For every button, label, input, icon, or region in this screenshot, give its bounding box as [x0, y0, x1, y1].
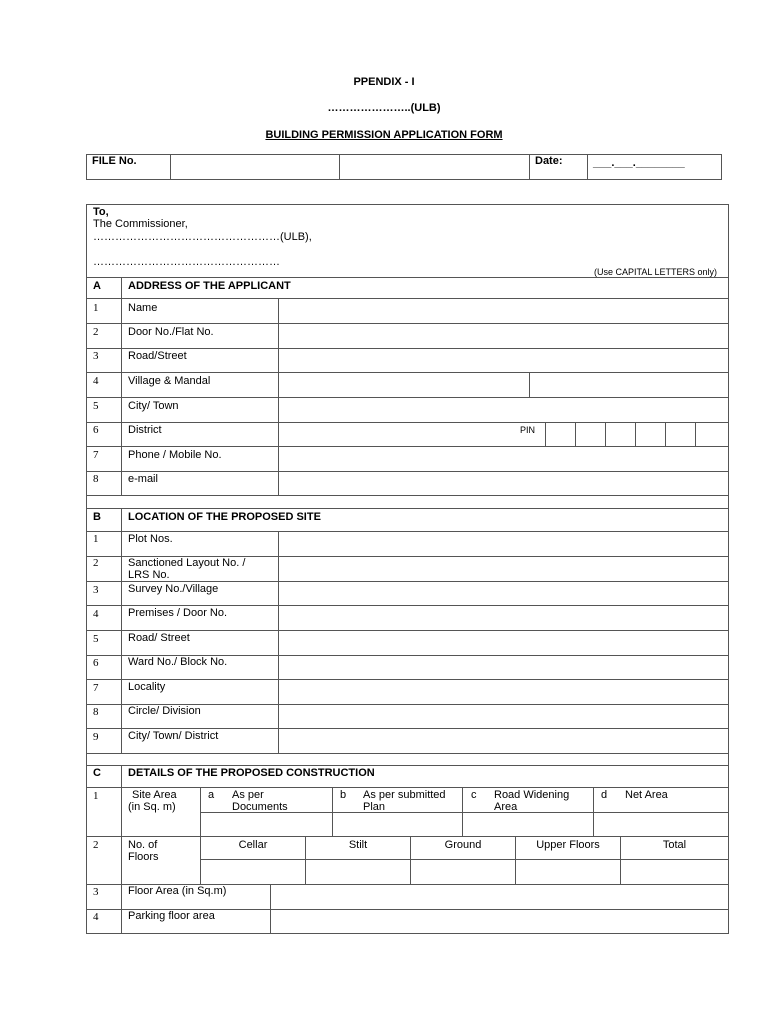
row-number: 1: [93, 302, 99, 314]
row-number: 6: [93, 657, 99, 669]
field-label: Locality: [128, 681, 166, 693]
parking-area-label: Parking floor area: [128, 910, 215, 922]
survey-no-input[interactable]: [279, 582, 728, 604]
row-number: 4: [93, 608, 99, 620]
upper-floors-input[interactable]: [516, 860, 619, 883]
phone-input[interactable]: [279, 447, 728, 470]
mandal-input[interactable]: [530, 373, 728, 396]
field-label: Road/ Street: [128, 632, 190, 644]
email-input[interactable]: [279, 472, 728, 494]
section-c-title: DETAILS OF THE PROPOSED CONSTRUCTION: [128, 767, 375, 779]
field-label: Door No./Flat No.: [128, 326, 214, 338]
as-per-plan-input[interactable]: [333, 813, 461, 835]
field-label: Phone / Mobile No.: [128, 449, 222, 461]
road-widening-input[interactable]: [463, 813, 592, 835]
row-number: 7: [93, 682, 99, 694]
section-c-letter: C: [93, 767, 101, 779]
field-label: City/ Town/ District: [128, 730, 219, 742]
field-label: Ward No./ Block No.: [128, 656, 228, 668]
row-number: 6: [93, 424, 99, 436]
section-b-letter: B: [93, 511, 101, 523]
district-input[interactable]: [279, 423, 516, 445]
layout-no-input[interactable]: [279, 557, 728, 580]
field-label: District: [128, 424, 162, 436]
date-label: Date:: [535, 155, 563, 167]
site-area-unit-label: (in Sq. m): [128, 801, 176, 813]
row-number: 3: [93, 350, 99, 362]
floor-area-label: Floor Area (in Sq.m): [128, 885, 227, 897]
row-number: 5: [93, 633, 99, 645]
upper-floors-header: Upper Floors: [536, 839, 600, 851]
field-label: Survey No./Village: [128, 583, 219, 595]
as-per-documents-input[interactable]: [201, 813, 331, 835]
cellar-input[interactable]: [201, 860, 304, 883]
field-label: Village & Mandal: [128, 375, 211, 387]
field-label: Plot Nos.: [128, 533, 173, 545]
form-title: BUILDING PERMISSION APPLICATION FORM: [265, 129, 503, 141]
ulb-heading: …………………..(ULB): [327, 102, 441, 114]
col-letter: d: [601, 789, 608, 801]
site-area-label: Site Area: [132, 789, 177, 801]
row-number: 2: [93, 839, 99, 851]
field-label: e-mail: [128, 473, 158, 485]
commissioner-dots-line[interactable]: ……………………………………………: [93, 256, 280, 268]
capital-letters-note: (Use CAPITAL LETTERS only): [594, 267, 718, 277]
row-number: 7: [93, 449, 99, 461]
to-label: To,: [93, 206, 109, 218]
col-letter: a: [208, 789, 215, 801]
row-number: 1: [93, 533, 99, 545]
ground-input[interactable]: [411, 860, 514, 883]
as-per-plan-label: As per submitted: [363, 789, 446, 801]
col-letter: b: [340, 789, 347, 801]
field-label: Road/Street: [128, 350, 187, 362]
field-label: Circle/ Division: [128, 705, 201, 717]
row-number: 2: [93, 557, 99, 569]
circle-input[interactable]: [279, 705, 728, 727]
site-road-input[interactable]: [279, 631, 728, 654]
field-label: Name: [128, 302, 158, 314]
road-widening-label: Road Widening: [494, 789, 570, 801]
parking-area-input[interactable]: [271, 910, 728, 933]
pin-label: PIN: [520, 425, 536, 435]
road-widening-label-line2: Area: [494, 801, 518, 813]
premises-input[interactable]: [279, 606, 728, 629]
total-input[interactable]: [621, 860, 728, 883]
village-input[interactable]: [279, 373, 528, 396]
section-a-letter: A: [93, 280, 101, 292]
plot-nos-input[interactable]: [279, 532, 728, 555]
row-number: 2: [93, 326, 99, 338]
as-per-documents-label-line2: Documents: [232, 801, 288, 813]
field-label: Sanctioned Layout No. /: [128, 557, 246, 569]
row-number: 8: [93, 706, 99, 718]
no-of-floors-label: No. of: [128, 839, 158, 851]
field-label: Premises / Door No.: [128, 607, 228, 619]
file-no-field-2[interactable]: [340, 155, 528, 179]
row-number: 3: [93, 886, 99, 898]
field-label: City/ Town: [128, 400, 179, 412]
city-town-input[interactable]: [279, 398, 728, 421]
field-label-line2: LRS No.: [128, 569, 170, 581]
pin-input[interactable]: [546, 423, 728, 445]
section-a-title: ADDRESS OF THE APPLICANT: [128, 280, 291, 292]
file-no-field[interactable]: [171, 155, 338, 179]
ground-header: Ground: [444, 839, 482, 851]
floor-area-input[interactable]: [271, 885, 728, 908]
commissioner-label: The Commissioner,: [93, 218, 188, 230]
as-per-documents-label: As per: [232, 789, 264, 801]
col-letter: c: [471, 789, 477, 801]
file-no-label: FILE No.: [92, 155, 137, 167]
city-district-input[interactable]: [279, 729, 728, 752]
net-area-label: Net Area: [625, 789, 668, 801]
total-header: Total: [662, 839, 687, 851]
row-number: 4: [93, 375, 99, 387]
section-b-title: LOCATION OF THE PROPOSED SITE: [128, 511, 321, 523]
as-per-plan-label-line2: Plan: [363, 801, 386, 813]
commissioner-ulb-line[interactable]: ……………………………………………(ULB),: [93, 231, 312, 243]
door-no-input[interactable]: [279, 324, 728, 347]
row-number: 1: [93, 790, 99, 802]
stilt-input[interactable]: [306, 860, 409, 883]
row-number: 4: [93, 911, 99, 923]
name-input[interactable]: [279, 299, 728, 322]
date-field[interactable]: ___.___.________: [593, 157, 685, 169]
cellar-header: Cellar: [238, 839, 268, 851]
road-street-input[interactable]: [279, 349, 728, 371]
no-of-floors-label-line2: Floors: [128, 851, 159, 863]
appendix-heading: PPENDIX - I: [353, 76, 415, 88]
stilt-header: Stilt: [348, 839, 368, 851]
locality-input[interactable]: [279, 680, 728, 703]
row-number: 8: [93, 473, 99, 485]
ward-no-input[interactable]: [279, 656, 728, 678]
row-number: 3: [93, 584, 99, 596]
row-number: 5: [93, 400, 99, 412]
net-area-input[interactable]: [594, 813, 728, 835]
row-number: 9: [93, 731, 99, 743]
